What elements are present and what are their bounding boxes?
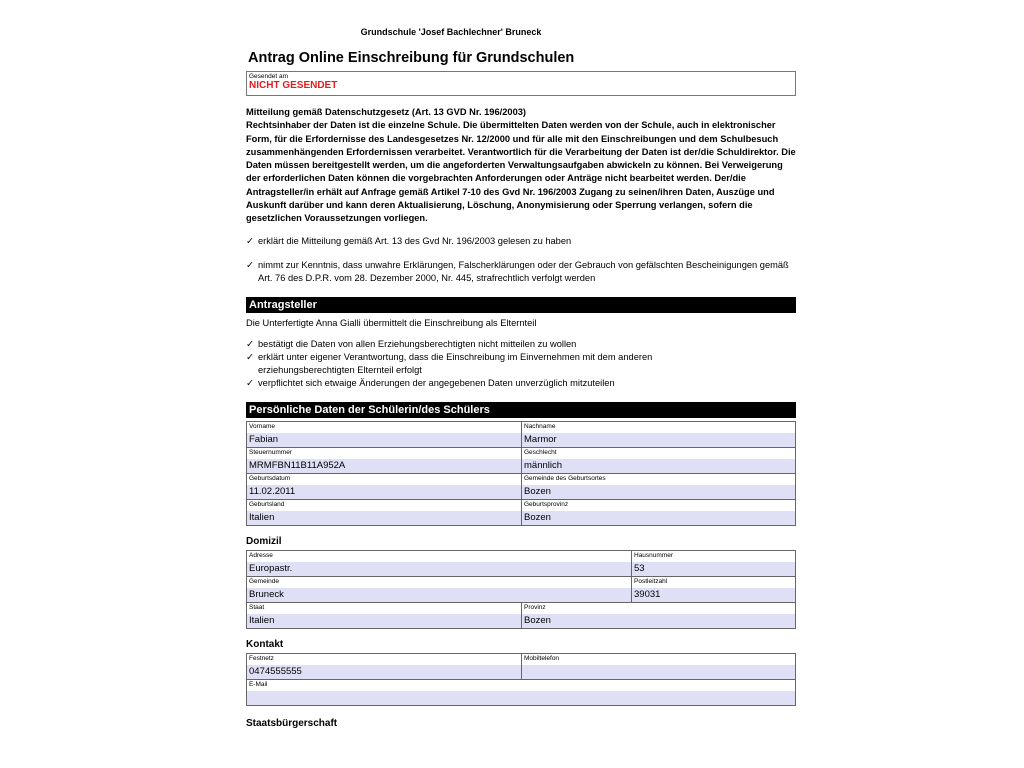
check-text: nimmt zur Kenntnis, dass unwahre Erklärungen, Falscherklärungen oder der Gebrauch von gefälschten Bescheinigungen gemäß Art. 76 des D.P.R. vom 28. Dezember 2000, Nr. 445, strafrechtlich verfolgt werden [258, 259, 789, 284]
check-icon: ✓ [246, 338, 254, 349]
check-icon: ✓ [246, 259, 254, 270]
field-geburtsgemeinde: Gemeinde des Geburtsortes Bozen [522, 474, 795, 499]
field-gemeinde: Gemeinde Bruneck [247, 577, 632, 602]
contact-table [246, 653, 796, 706]
privacy-notice [246, 106, 796, 226]
send-status-label: Gesendet am [249, 73, 289, 80]
domicile-heading: Domizil [246, 535, 282, 547]
section-student-header: Persönliche Daten der Schülerin/des Schülers [246, 402, 796, 418]
page-title: Antrag Online Einschreibung für Grundschulen [248, 50, 575, 66]
privacy-check-2 [246, 259, 796, 286]
check-text: erklärt die Mitteilung gemäß Art. 13 des Gvd Nr. 196/2003 gelesen zu haben [258, 235, 572, 246]
section-applicant-header: Antragsteller [246, 297, 796, 313]
application-document [246, 0, 796, 732]
applicant-check-2 [246, 351, 716, 378]
check-icon: ✓ [246, 351, 254, 362]
privacy-check-1 [246, 235, 796, 248]
field-email: E-Mail [247, 680, 795, 705]
field-staat: Staat Italien [247, 603, 522, 628]
send-status-box [246, 71, 796, 96]
citizenship-heading: Staatsbürgerschaft [246, 717, 338, 729]
check-icon: ✓ [246, 235, 254, 246]
field-festnetz: Festnetz 0474555555 [247, 654, 522, 679]
check-text: verpflichtet sich etwaige Änderungen der angegebenen Daten unverzüglich mitzuteilen [258, 378, 615, 389]
applicant-check-1 [246, 338, 796, 351]
send-status-value: NICHT GESENDET [249, 80, 338, 91]
privacy-text: Rechtsinhaber der Daten ist die einzelne Schule. Die übermittelten Daten werden von der Schule, auch in elektronischer Form, für die Erfordernisse des Landesgesetzes Nr. 12/2000 und für alle mit den Einschreibungen und dem Schulbesuch zusammenhängenden Erfordernissen verarbeitet. Verantwortlich für die Verarbeitung der Daten ist der/die Schuldirektor. Die Daten müssen bereitgestellt werden, um die angeforderten Verwaltungsaufgaben abwickeln zu können. Bei Verweigerung der erforderlichen Daten können die vorgebrachten Anforderungen oder Anträge nicht bearbeitet werden. Der/die Antragsteller/in erhält auf Anfrage gemäß Artikel 7-10 des Gvd Nr. 196/2003 Zugang zu seinen/ihren Daten, Auszüge und Auskunft darüber und kann deren Aktualisierung, Löschung, Anonymisierung oder Sperrung verlangen, sofern die gesetzlichen Voraussetzungen vorliegen. [246, 120, 796, 224]
contact-heading: Kontakt [246, 638, 284, 650]
applicant-check-3 [246, 377, 796, 390]
field-provinz: Provinz Bozen [522, 603, 795, 628]
field-postleitzahl: Postleitzahl 39031 [632, 577, 795, 602]
field-hausnummer: Hausnummer 53 [632, 551, 795, 576]
student-data-table [246, 421, 796, 526]
field-vorname: Vorname Fabian [247, 422, 522, 447]
check-text: erklärt unter eigener Verantwortung, dass die Einschreibung im Einvernehmen mit dem anderen erziehungsberechtigten Elternteil erfolgt [258, 351, 653, 376]
privacy-heading: Mitteilung gemäß Datenschutzgesetz (Art. 13 GVD Nr. 196/2003) [246, 107, 527, 117]
check-icon: ✓ [246, 378, 254, 389]
field-geburtsland: Geburtsland Italien [247, 500, 522, 525]
field-adresse: Adresse Europastr. [247, 551, 632, 576]
check-text: bestätigt die Daten von allen Erziehungsberechtigten nicht mitteilen zu wollen [258, 338, 577, 349]
domicile-table [246, 550, 796, 629]
field-geschlecht: Geschlecht männlich [522, 448, 795, 473]
applicant-text: Die Unterfertigte Anna Gialli übermittelt die Einschreibung als Elternteil [246, 317, 537, 328]
field-geburtsdatum: Geburtsdatum 11.02.2011 [247, 474, 522, 499]
field-nachname: Nachname Marmor [522, 422, 795, 447]
field-steuernummer: Steuernummer MRMFBN11B11A952A [247, 448, 522, 473]
field-mobiltelefon: Mobiltelefon [522, 654, 795, 679]
school-name: Grundschule 'Josef Bachlechner' Bruneck [360, 27, 542, 37]
field-geburtsprovinz: Geburtsprovinz Bozen [522, 500, 795, 525]
